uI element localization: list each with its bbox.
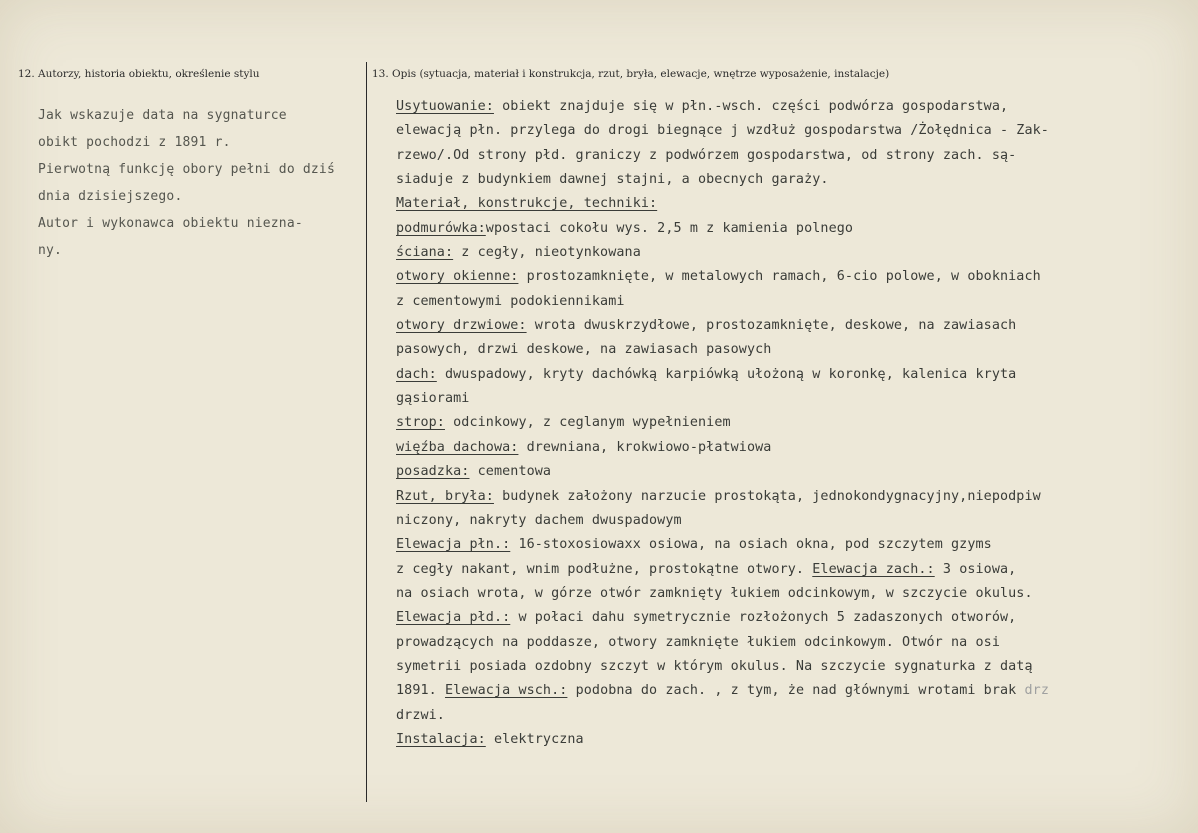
field-label: Rzut, bryła: — [396, 488, 494, 504]
field-value: 3 osiowa, — [934, 561, 1017, 577]
text-line: Pierwotną funkcję obory pełni do dziś — [38, 162, 335, 177]
text-line: siaduje z budynkiem dawnej stajni, a obecnych garaży. — [396, 172, 829, 188]
text-line: na osiach wrota, w górze otwór zamknięty łukiem odcinkowym, w szczycie okulus. — [396, 585, 1033, 601]
text-line: drzwi. — [396, 707, 445, 723]
text-line — [396, 411, 1186, 435]
field-value: obiekt znajduje się w płn.-wsch. części podwórza gospodarstwa, — [493, 99, 1009, 114]
field-label: Elewacja wsch.: — [444, 683, 568, 699]
text-line: symetrii posiada ozdobny szczyt w którym okulus. Na szczycie sygnaturka z datą — [396, 658, 1033, 674]
field-label: Instalacja: — [396, 731, 486, 747]
text-line: prowadzących na poddasze, otwory zamknięte łukiem odcinkowym. Otwór na osi — [396, 634, 1000, 650]
field-value: prostozamknięte, w metalowych ramach, 6-cio polowe, w obokniach — [518, 269, 1041, 285]
authors-history-text — [38, 102, 363, 264]
text-line — [396, 217, 1186, 241]
field-value: wrota dwuskrzydłowe, prostozamknięte, deskowe, na zawiasach — [526, 318, 1017, 334]
field-value: z cegły, nieotynkowana — [453, 245, 641, 261]
field-label: Elewacja płn.: — [396, 537, 511, 553]
section-12-header: 12. Autorzy, historia obiektu, określenie stylu — [18, 68, 260, 80]
field-value: z cegły nakant, wnim podłużne, prostokątne otwory. — [396, 561, 813, 577]
field-value: odcinkowy, z ceglanym wypełnieniem — [444, 415, 731, 431]
field-label: podmurówka: — [396, 220, 486, 236]
text-line: z cementowymi podokiennikami — [396, 293, 625, 309]
text-line — [396, 485, 1186, 509]
text-line — [396, 436, 1186, 460]
field-label: Elewacja płd.: — [396, 610, 511, 626]
section-13-header: 13. Opis (sytuacja, materiał i konstrukcja, rzut, bryła, elewacje, wnętrze wyposażenie, instalacje) — [372, 68, 890, 80]
column-divider — [366, 62, 367, 802]
text-line: rzewo/.Od strony płd. graniczy z podwórzem gospodarstwa, od strony zach. są- — [396, 147, 1017, 163]
field-value: 16-stoxosiowaxx osiowa, na osiach okna, pod szczytem gzyms — [510, 537, 992, 553]
field-value: 1891. — [396, 683, 445, 699]
field-value: dwuspadowy, kryty dachówką karpiówką ułożoną w koronkę, kalenica kryta — [436, 366, 1017, 382]
text-line — [396, 241, 1186, 265]
field-value: budynek założony narzucie prostokąta, jednokondygnacyjny,niepodpiw — [493, 488, 1041, 504]
text-line: elewacją płn. przylega do drogi biegnące j wzdłuż gospodarstwa /Żołędnica - Zak- — [396, 123, 1049, 139]
field-label: otwory drzwiowe: — [396, 318, 527, 334]
text-line — [396, 728, 1186, 752]
text-line — [396, 606, 1186, 630]
text-line: ny. — [38, 243, 63, 258]
field-label: strop: — [396, 415, 445, 431]
field-label: więźba dachowa: — [396, 439, 519, 455]
field-label: Usytuowanie: — [396, 99, 494, 114]
field-label: Elewacja zach.: — [812, 561, 935, 577]
field-value: podobna do zach. , z tym, że nad głównymi wrotami brak — [567, 683, 1025, 699]
text-line — [396, 679, 1186, 703]
field-label: posadzka: — [396, 464, 470, 480]
field-label: ściana: — [396, 245, 454, 261]
description-text — [396, 95, 1186, 752]
text-line — [396, 95, 1186, 119]
text-line: gąsiorami — [396, 391, 470, 407]
text-line — [396, 460, 1186, 484]
text-line: Jak wskazuje data na sygnaturce — [38, 108, 287, 123]
text-line: dnia dzisiejszego. — [38, 189, 183, 204]
field-value: w połaci dahu symetrycznie rozłożonych 5 zadaszonych otworów, — [510, 610, 1017, 626]
field-value: drewniana, krokwiowo-płatwiowa — [518, 439, 772, 455]
text-line — [396, 192, 1186, 216]
text-line — [396, 265, 1186, 289]
section-label: Materiał, konstrukcje, techniki: — [396, 196, 658, 212]
text-line: obikt pochodzi z 1891 r. — [38, 135, 231, 150]
text-line: Autor i wykonawca obiektu niezna- — [38, 216, 303, 231]
field-value: elektryczna — [485, 731, 584, 747]
text-line — [396, 533, 1186, 557]
text-line: pasowych, drzwi deskowe, na zawiasach pasowych — [396, 342, 772, 358]
field-value: cementowa — [469, 464, 552, 480]
text-line: niczony, nakryty dachem dwuspadowym — [396, 512, 682, 528]
field-label: dach: — [396, 366, 437, 382]
faint-text: drz — [1024, 683, 1049, 699]
field-value: wpostaci cokołu wys. 2,5 m z kamienia polnego — [485, 220, 854, 236]
text-line — [396, 363, 1186, 387]
field-label: otwory okienne: — [396, 269, 519, 285]
text-line — [396, 558, 1186, 582]
text-line — [396, 314, 1186, 338]
